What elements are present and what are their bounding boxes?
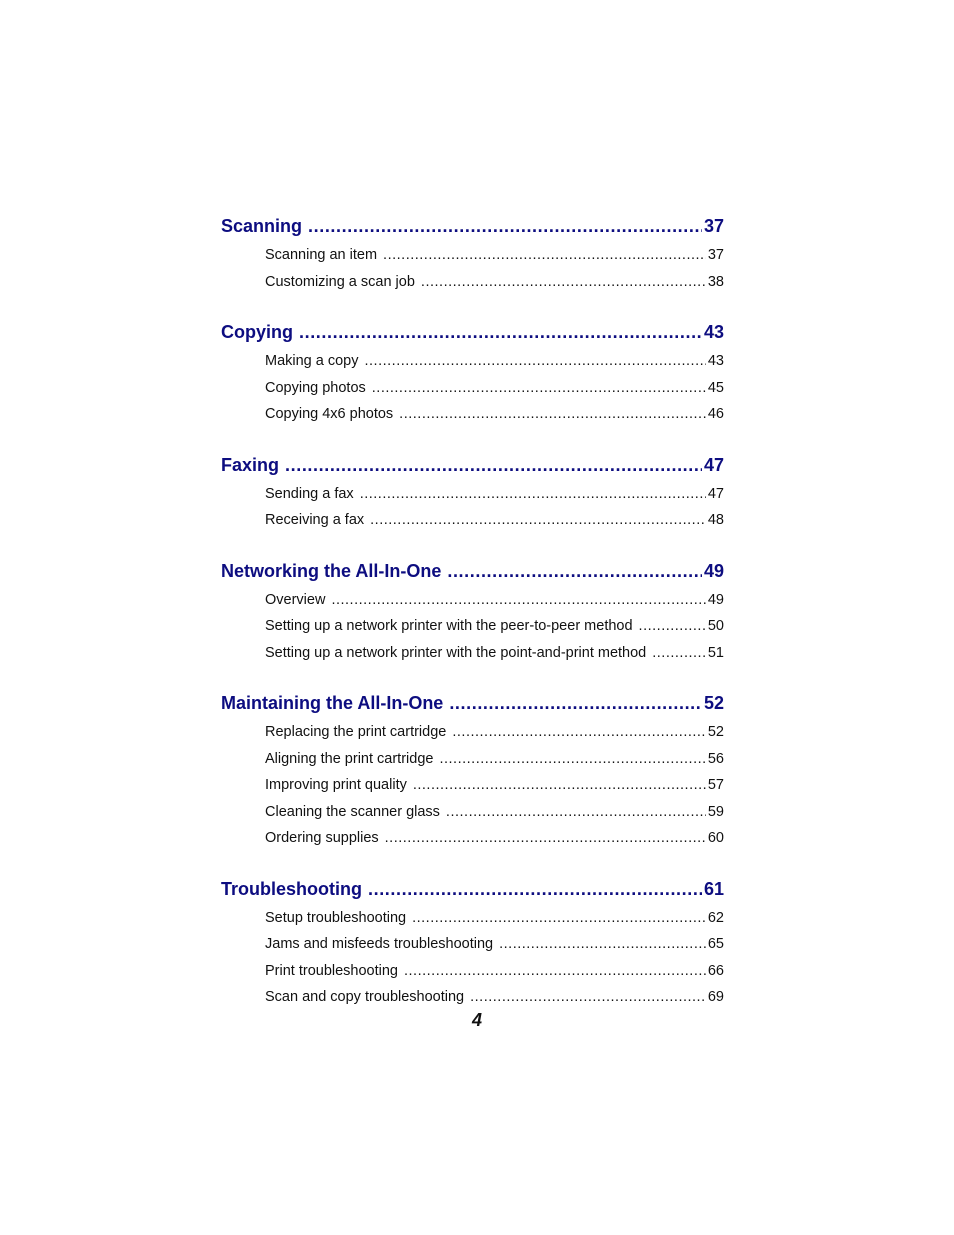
toc-entry-title: Customizing a scan job [265, 273, 415, 290]
toc-entry-page: 38 [707, 273, 724, 290]
toc-entry-page: 52 [707, 724, 724, 740]
toc-section-troubleshooting [221, 875, 724, 1011]
toc-heading-page: 37 [703, 216, 724, 236]
toc-heading[interactable] [221, 212, 724, 240]
toc-entry-page: 50 [707, 618, 724, 634]
toc-heading-title: Copying [221, 322, 293, 342]
toc-entry[interactable] [265, 931, 724, 958]
toc-entry[interactable] [265, 958, 724, 985]
table-of-contents [221, 212, 724, 1011]
toc-entry-title: Jams and misfeeds troubleshooting [265, 936, 494, 952]
toc-entry[interactable] [265, 481, 724, 508]
toc-entry[interactable] [265, 507, 724, 534]
toc-entry-page: 66 [707, 962, 724, 979]
toc-entry-page: 43 [707, 353, 724, 369]
toc-heading[interactable] [221, 557, 724, 585]
toc-entry-title: Scanning an item [265, 247, 378, 263]
toc-heading[interactable] [221, 689, 724, 717]
dot-leader [499, 931, 706, 958]
section-gap [221, 852, 724, 875]
toc-entry[interactable] [265, 905, 724, 932]
toc-entry-title: Receiving a fax [265, 512, 365, 528]
toc-entry-title: Setting up a network printer with the point-and-print method [265, 644, 647, 661]
toc-entry[interactable] [265, 799, 724, 826]
toc-entry-title: Ordering supplies [265, 830, 379, 846]
toc-entry-title: Making a copy [265, 353, 359, 369]
toc-entry[interactable] [265, 587, 724, 614]
toc-entry[interactable] [265, 375, 724, 402]
dot-leader [447, 557, 702, 585]
dot-leader [652, 640, 706, 667]
toc-entry-title: Replacing the print cartridge [265, 724, 447, 740]
page-number: 4 [471, 1010, 482, 1030]
toc-heading-title: Troubleshooting [221, 878, 362, 899]
toc-heading-title: Faxing [221, 454, 280, 475]
dot-leader [399, 401, 706, 428]
toc-entry-page: 49 [707, 591, 724, 608]
toc-entry-title: Setting up a network printer with the peer-to-peer method [265, 618, 633, 634]
toc-entry-page: 37 [707, 247, 724, 263]
toc-entry-title: Setup troubleshooting [265, 909, 407, 926]
toc-entry[interactable] [265, 746, 724, 773]
dot-leader [413, 772, 706, 799]
toc-entry-title: Overview [265, 591, 326, 608]
toc-entry[interactable] [265, 613, 724, 640]
toc-entry-title: Copying 4x6 photos [265, 406, 394, 422]
toc-heading-title: Networking the All-In-One [221, 560, 442, 581]
toc-heading[interactable] [221, 451, 724, 479]
toc-heading-page: 47 [703, 454, 724, 475]
toc-entry-title: Sending a fax [265, 485, 354, 502]
toc-entry-page: 48 [707, 512, 724, 528]
dot-leader [470, 984, 706, 1011]
toc-heading-page: 61 [703, 878, 724, 899]
toc-heading[interactable] [221, 875, 724, 903]
dot-leader [331, 587, 705, 614]
toc-entry-page: 51 [707, 644, 724, 661]
toc-section-faxing [221, 451, 724, 534]
dot-leader [383, 242, 706, 269]
dot-leader [421, 269, 706, 296]
toc-entry[interactable] [265, 269, 724, 296]
section-gap [221, 295, 724, 318]
section-gap [221, 428, 724, 451]
dot-leader [446, 799, 706, 826]
dot-leader [452, 719, 706, 746]
toc-entry-page: 56 [707, 750, 724, 767]
toc-entry-page: 45 [707, 379, 724, 396]
toc-entry-page: 47 [707, 485, 724, 502]
toc-entry[interactable] [265, 640, 724, 667]
dot-leader [439, 746, 705, 773]
toc-entry-page: 65 [707, 936, 724, 952]
toc-entry[interactable] [265, 825, 724, 852]
dot-leader [404, 958, 706, 985]
dot-leader [372, 375, 706, 402]
toc-heading-page: 52 [703, 693, 724, 713]
dot-leader [308, 212, 702, 240]
toc-heading-page: 49 [703, 560, 724, 581]
toc-entry[interactable] [265, 401, 724, 428]
toc-entry-title: Print troubleshooting [265, 962, 398, 979]
toc-entry[interactable] [265, 242, 724, 269]
toc-entry[interactable] [265, 772, 724, 799]
toc-heading-page: 43 [703, 322, 724, 342]
toc-heading-title: Maintaining the All-In-One [221, 693, 444, 713]
toc-entry-title: Copying photos [265, 379, 366, 396]
toc-entry-title: Cleaning the scanner glass [265, 803, 440, 820]
dot-leader [412, 905, 706, 932]
toc-entry-title: Scan and copy troubleshooting [265, 989, 465, 1005]
section-gap [221, 666, 724, 689]
toc-entry-page: 60 [707, 830, 724, 846]
dot-leader [285, 451, 702, 479]
dot-leader [360, 481, 706, 508]
toc-entry-title: Aligning the print cartridge [265, 750, 434, 767]
toc-section-scanning [221, 212, 724, 295]
dot-leader [370, 507, 706, 534]
dot-leader [639, 613, 706, 640]
dot-leader [385, 825, 706, 852]
toc-entry-page: 59 [707, 803, 724, 820]
section-gap [221, 534, 724, 557]
dot-leader [365, 348, 706, 375]
toc-entry-page: 57 [707, 777, 724, 793]
toc-heading-title: Scanning [221, 216, 303, 236]
toc-section-maintaining [221, 689, 724, 852]
toc-entry[interactable] [265, 348, 724, 375]
dot-leader [368, 875, 702, 903]
dot-leader [299, 318, 702, 346]
toc-entry[interactable] [265, 984, 724, 1011]
toc-heading[interactable] [221, 318, 724, 346]
toc-section-copying [221, 318, 724, 428]
toc-entry-page: 69 [707, 989, 724, 1005]
toc-entry-page: 62 [707, 909, 724, 926]
toc-entry[interactable] [265, 719, 724, 746]
dot-leader [449, 689, 702, 717]
toc-entry-title: Improving print quality [265, 777, 407, 793]
toc-entry-page: 46 [707, 406, 724, 422]
toc-section-networking [221, 557, 724, 667]
